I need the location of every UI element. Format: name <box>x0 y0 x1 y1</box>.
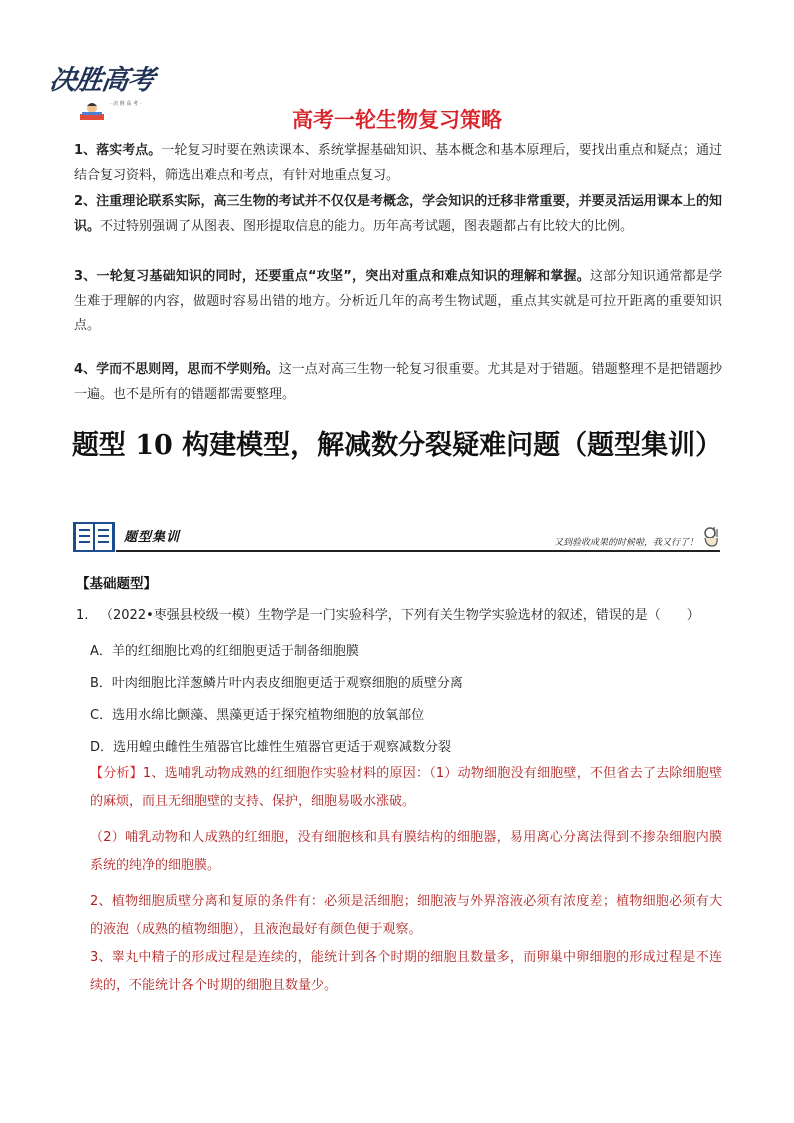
option-a: A．羊的红细胞比鸡的红细胞更适于制备细胞膜 <box>90 644 359 659</box>
question-stem: （2022•枣强县校级一模）生物学是一门实验科学，下列有关生物学实验选材的叙述，错误的是（ ） <box>100 608 700 623</box>
page-title: 高考一轮生物复习策略 <box>292 108 502 132</box>
strategy-paragraph-2 <box>74 190 722 239</box>
book-icon <box>72 520 118 554</box>
strategy-paragraph-1 <box>74 139 722 188</box>
option-c: C．选用水绵比颤藻、黑藻更适于探究植物细胞的放氧部位 <box>90 708 425 723</box>
section-banner <box>72 520 720 554</box>
question-number: 1. <box>76 608 89 623</box>
strategy-paragraph-3 <box>74 265 722 339</box>
analysis-paragraph-3: 2、植物细胞质壁分离和复原的条件有：必须是活细胞；细胞液与外界溶液必须有浓度差；植物细胞必须有大的液泡（成熟的植物细胞），且液泡最好有颜色便于观察。 <box>90 894 722 937</box>
strategy-point: 3、一轮复习基础知识的同时，还要重点“攻坚”，突出对重点和难点知识的理解和掌握。 <box>74 269 590 284</box>
banner-slogan: 又到验收成果的时候啦，我又行了！ <box>553 538 698 548</box>
analysis-paragraph-2: （2）哺乳动物和人成熟的红细胞，没有细胞核和具有膜结构的细胞器，易用离心分离法得到不掺杂细胞内膜系统的纯净的细胞膜。 <box>90 830 722 873</box>
option-b: B．叶肉细胞比洋葱鳞片叶内表皮细胞更适于观察细胞的质壁分离 <box>90 676 463 691</box>
strategy-point: 1、落实考点。 <box>74 143 162 158</box>
section-label: 【基础题型】 <box>76 576 157 592</box>
option-d: D．选用蝗虫雌性生殖器官比雄性生殖器官更适于观察减数分裂 <box>90 740 452 755</box>
strategy-text: 这部分知识通常都是学生难于理解的内容，做题时容易出错的地方。分析近几年的高考生物试题，重点其实就是可拉开距离的重要知识点。 <box>74 269 722 333</box>
banner-label: 题型集训 <box>124 530 181 545</box>
logo-text: 决胜高考 <box>47 65 156 96</box>
strategy-text: 这一点对高三生物一轮复习很重要。尤其是对于错题。错题整理不是把错题抄一遍。也不是所有的错题都需要整理。 <box>74 362 722 402</box>
analysis-paragraph-1 <box>90 760 722 816</box>
strategy-paragraph-4 <box>74 358 722 407</box>
analysis-text: 1、选哺乳动物成熟的红细胞作实验材料的原因：（1）动物细胞没有细胞壁，不但省去了去除细胞壁的麻烦，而且无细胞壁的支持、保护，细胞易吸水涨破。 <box>90 766 722 809</box>
strategy-point: 4、学而不思则罔，思而不学则殆。 <box>74 362 279 377</box>
ok-hand-icon <box>702 524 720 548</box>
analysis-tag: 【分析】 <box>90 766 143 781</box>
analysis-paragraph-4: 3、睾丸中精子的形成过程是连续的，能统计到各个时期的细胞且数量多，而卵巢中卵细胞的形成过程是不连续的，不能统计各个时期的细胞且数量少。 <box>90 950 722 993</box>
logo-subtitle: · 决 胜 高 考 · <box>110 101 142 107</box>
strategy-point: 2、注重理论联系实际，高三生物的考试并不仅仅是考概念，学会知识的迁移非常重要，并要灵活运用课本上的知识。 <box>74 194 722 234</box>
banner-divider <box>116 550 720 552</box>
chapter-title: 题型 10 构建模型，解减数分裂疑难问题（题型集训） <box>71 430 723 461</box>
strategy-text: 不过特别强调了从图表、图形提取信息的能力。历年高考试题，图表题都占有比较大的比例。 <box>100 218 634 234</box>
strategy-text: 一轮复习时要在熟读课本、系统掌握基础知识、基本概念和基本原理后，要找出重点和疑点；通过结合复习资料，筛选出难点和考点，有针对地重点复习。 <box>74 143 722 183</box>
